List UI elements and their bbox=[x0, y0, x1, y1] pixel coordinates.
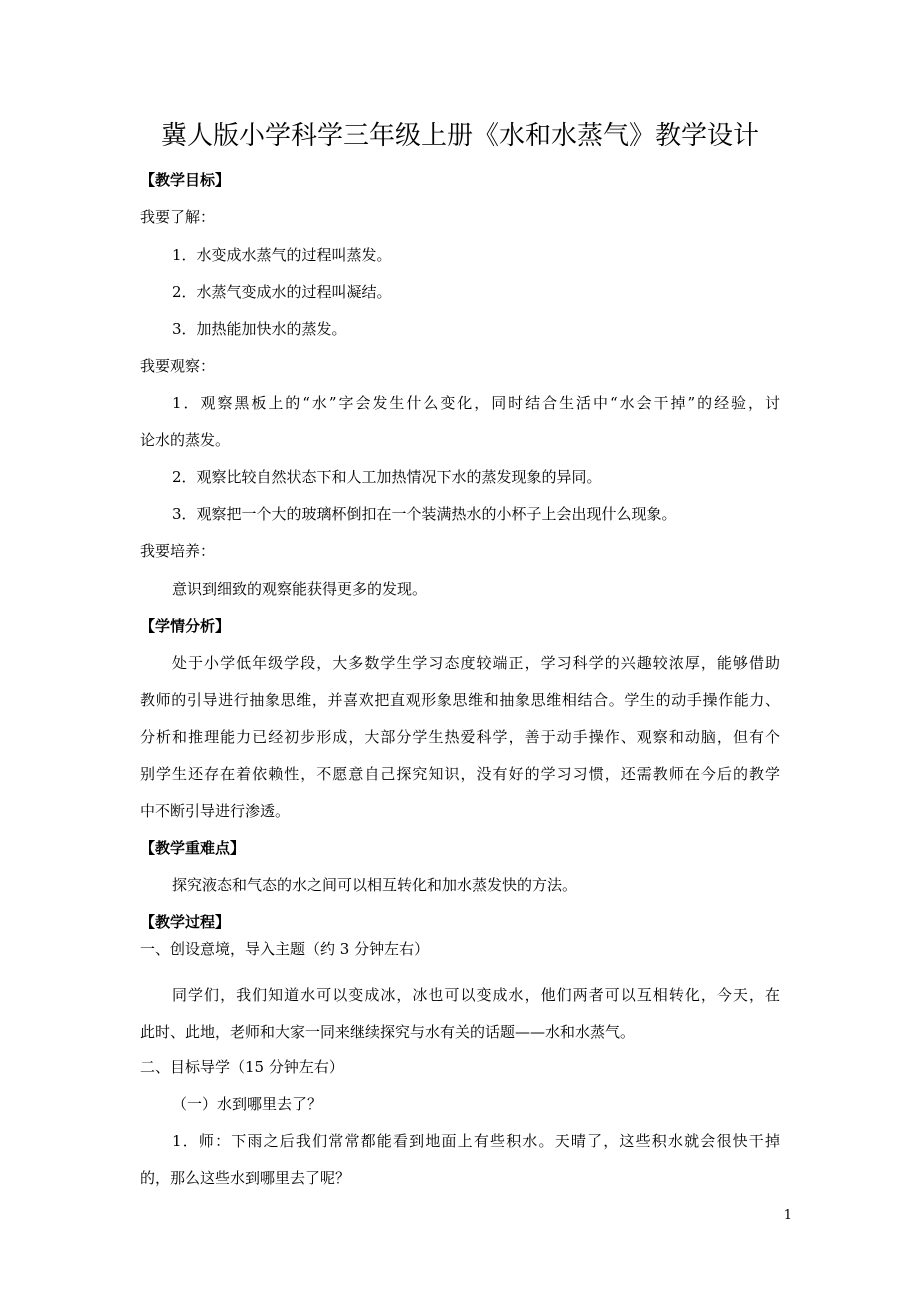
subheading-step-one: 一、创设意境，导入主题（约 3 分钟左右） bbox=[140, 940, 430, 958]
subheading-step-two: 二、目标导学（15 分钟左右） bbox=[140, 1058, 344, 1076]
subheading-observe: 我要观察： bbox=[140, 357, 216, 375]
paragraph-line: 同学们，我们知道水可以变成冰，冰也可以变成水，他们两者可以互相转化，今天，在 bbox=[172, 986, 780, 1004]
paragraph-line: 1．师：下雨之后我们常常都能看到地面上有些积水。天晴了，这些积水就会很快干掉 bbox=[172, 1132, 780, 1150]
paragraph-line: 探究液态和气态的水之间可以相互转化和加水蒸发快的方法。 bbox=[172, 876, 578, 894]
subheading-cultivate: 我要培养： bbox=[140, 542, 216, 560]
paragraph-line: 意识到细致的观察能获得更多的发现。 bbox=[172, 580, 428, 598]
list-item: 3．观察把一个大的玻璃杯倒扣在一个装满热水的小杯子上会出现什么现象。 bbox=[172, 505, 677, 523]
subheading-question: （一）水到哪里去了？ bbox=[172, 1095, 323, 1113]
section-heading-key-points: 【教学重难点】 bbox=[140, 839, 246, 857]
paragraph-line: 此时、此地，老师和大家一同来继续探究与水有关的话题——水和水蒸气。 bbox=[140, 1023, 636, 1041]
paragraph-line: 的，那么这些水到哪里去了呢？ bbox=[140, 1169, 351, 1187]
paragraph-line: 分析和推理能力已经初步形成，大部分学生热爱科学，善于动手操作、观察和动脑，但有个 bbox=[140, 728, 780, 746]
list-item: 2．水蒸气变成水的过程叫凝结。 bbox=[172, 283, 392, 301]
section-heading-objectives: 【教学目标】 bbox=[140, 171, 231, 189]
subheading-understand: 我要了解： bbox=[140, 208, 216, 226]
list-item: 1．观察黑板上的“水”字会发生什么变化，同时结合生活中“水会干掉”的经验，讨 bbox=[172, 394, 780, 412]
section-heading-process: 【教学过程】 bbox=[140, 913, 231, 931]
paragraph-line: 教师的引导进行抽象思维，并喜欢把直观形象思维和抽象思维相结合。学生的动手操作能力、 bbox=[140, 691, 780, 709]
section-heading-analysis: 【学情分析】 bbox=[140, 617, 231, 635]
page-number: 1 bbox=[783, 1208, 792, 1223]
list-item: 3．加热能加快水的蒸发。 bbox=[172, 320, 347, 338]
document-title: 冀人版小学科学三年级上册《水和水蒸气》教学设计 bbox=[160, 121, 759, 151]
paragraph-line: 中不断引导进行渗透。 bbox=[140, 802, 291, 820]
list-item: 1．水变成水蒸气的过程叫蒸发。 bbox=[172, 246, 392, 264]
paragraph-line: 处于小学低年级学段，大多数学生学习态度较端正，学习科学的兴趣较浓厚，能够借助 bbox=[172, 654, 780, 672]
list-item: 2．观察比较自然状态下和人工加热情况下水的蒸发现象的异同。 bbox=[172, 468, 602, 486]
list-item-continuation: 论水的蒸发。 bbox=[140, 431, 231, 449]
paragraph-line: 别学生还存在着依赖性，不愿意自己探究知识，没有好的学习习惯，还需教师在今后的教学 bbox=[140, 765, 780, 783]
